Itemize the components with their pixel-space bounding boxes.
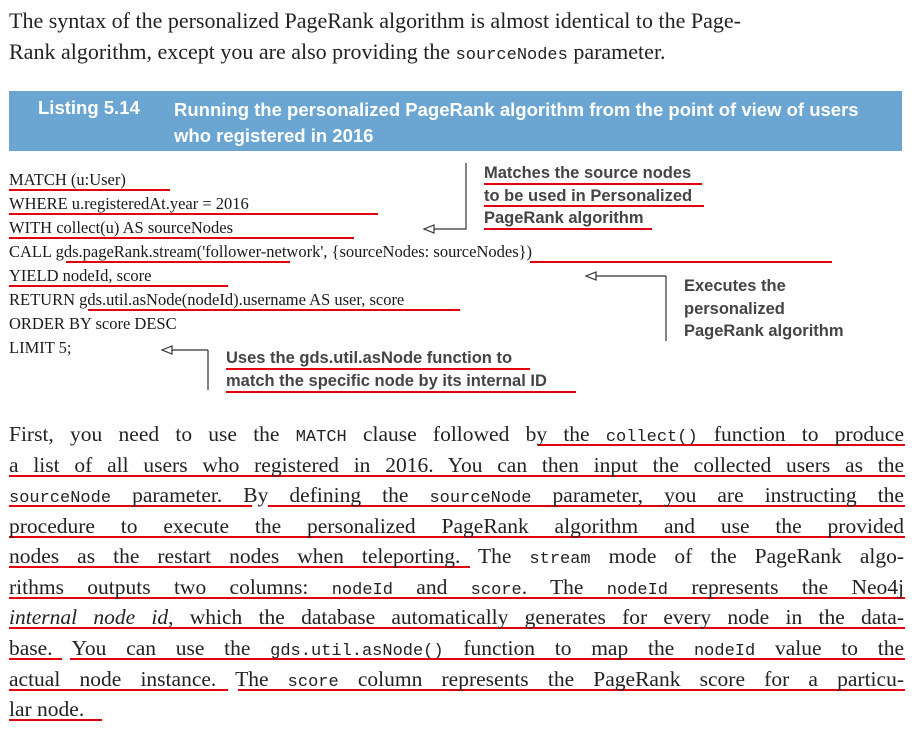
inline-code: MATCH [295, 428, 347, 447]
inline-code: sourceNode [9, 489, 112, 508]
intro-line-2: Rank algorithm, except you are also providing the sourceNodes parameter. [9, 39, 666, 65]
inline-code: score [470, 581, 522, 600]
inline-code: gds.util.asNode() [270, 642, 444, 661]
intro-line-1: The syntax of the personalized PageRank algorithm is almost identical to the Page- [9, 8, 741, 33]
code-line: LIMIT 5; [9, 338, 72, 357]
inline-code: nodeId [693, 642, 756, 661]
body-line: procedure to execute the personalized PageRank algorithm and use the provided [9, 514, 904, 538]
code-line: WITH collect(u) AS sourceNodes [9, 218, 234, 237]
body-line: First, you need to use the MATCH clause followed by the collect() function to produce [9, 422, 904, 447]
body-line: actual node instance. The score column represents the PageRank score for a particu- [9, 667, 904, 692]
listing-title: Running the personalized PageRank algorithm from the point of view of users who registered in 2016 [174, 99, 859, 146]
body-line: internal node id, which the database automatically generates for every node in the data- [9, 605, 904, 629]
body-line: sourceNode parameter. By defining the sourceNode parameter, you are instructing the [9, 483, 904, 508]
body-line: a list of all users who registered in 2016. You can then input the collected users as the [9, 453, 904, 477]
annotation-source-nodes: Matches the source nodes to be used in Personalized PageRank algorithm [484, 164, 693, 227]
code-line: CALL gds.pageRank.stream('follower-network', {sourceNodes: sourceNodes}) [9, 242, 533, 261]
listing-header [9, 91, 902, 151]
body-line: base. You can use the gds.util.asNode() function to map the nodeId value to the [9, 636, 904, 661]
code-line: MATCH (u:User) [9, 170, 126, 189]
inline-code: nodeId [331, 581, 393, 600]
inline-code: score [287, 673, 339, 692]
inline-code: sourceNode [429, 489, 532, 508]
inline-code: nodeId [606, 581, 669, 600]
inline-code: sourceNodes [455, 46, 568, 65]
listing-number: Listing 5.14 [38, 97, 140, 118]
annotation-executes: Executes the personalized PageRank algorithm [684, 277, 844, 340]
code-line: YIELD nodeId, score [9, 266, 152, 285]
code-line: WHERE u.registeredAt.year = 2016 [9, 194, 249, 213]
code-line: RETURN gds.util.asNode(nodeId).username AS user, score [9, 290, 405, 309]
inline-code: stream [529, 550, 591, 569]
body-line: nodes as the restart nodes when teleporting. The stream mode of the PageRank algo- [9, 544, 904, 569]
inline-code: collect() [605, 428, 698, 447]
annotation-asnode: Uses the gds.util.asNode function to match the specific node by its internal ID [226, 349, 547, 390]
code-line: ORDER BY score DESC [9, 314, 177, 333]
body-line: rithms outputs two columns: nodeId and score. The nodeId represents the Neo4j [9, 575, 905, 600]
body-line: lar node. [9, 697, 85, 721]
